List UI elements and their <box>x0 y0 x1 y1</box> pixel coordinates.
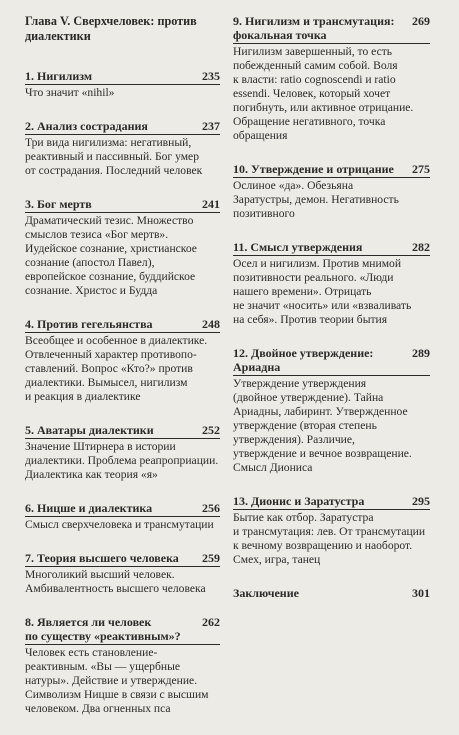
toc-entry-description: Многоликий высший человек. Амбивалентность высшего человека <box>25 568 206 595</box>
toc-entry-description: Драматический тезис. Множество смыслов тезиса «Бог мертв». Иудейское сознание, христианское сознание (апостол Павел), европейское сознание, буддийское сознание. Христос и Будда <box>25 214 197 297</box>
toc-entry-heading <box>25 551 220 567</box>
toc-entry-description: Три вида нигилизма: негативный, реактивный и пассивный. Бог умер от сострадания. Последний человек <box>25 136 203 177</box>
left-entry-list <box>25 69 220 716</box>
toc-entry-title: Заключение <box>233 586 299 600</box>
toc-entry-title: 5. Аватары диалектики <box>25 423 154 437</box>
toc-entry-page-number: 289 <box>412 346 430 360</box>
toc-entry-page-number: 269 <box>412 14 430 28</box>
toc-entry <box>233 162 430 221</box>
toc-entry-heading <box>233 162 430 178</box>
toc-entry-description: Человек есть становление- реактивным. «Вы — ущербные натуры». Действие и утверждение. Символизм Ницше в связи с высшим человеком. Два огненных пса <box>25 646 209 715</box>
toc-entry-page-number: 262 <box>202 615 220 629</box>
toc-entry-title: 6. Ницше и диалектика <box>25 501 153 515</box>
toc-entry-heading <box>25 69 220 85</box>
toc-entry-description: Значение Штирнера в истории диалектики. Проблема реапроприации. Диалектика как теория «я» <box>25 440 219 481</box>
toc-entry-page-number: 282 <box>412 240 430 254</box>
toc-entry-heading <box>25 423 220 439</box>
toc-entry-title: 13. Дионис и Заратустра <box>233 494 365 508</box>
toc-entry-title: 3. Бог мертв <box>25 197 92 211</box>
right-column <box>233 14 430 620</box>
toc-entry-heading <box>25 197 220 213</box>
toc-entry-heading <box>233 346 430 376</box>
toc-entry-page-number: 252 <box>202 423 220 437</box>
toc-entry <box>25 69 220 100</box>
toc-entry-heading <box>25 615 220 645</box>
toc-entry-page-number: 301 <box>412 586 430 600</box>
toc-entry-page-number: 248 <box>202 317 220 331</box>
toc-entry-description: Всеобщее и особенное в диалектике. Отвлеченный характер противопо- ставлений. Вопрос «Кто?» против диалектики. Вымысел, нигилизм и реакция в диалектике <box>25 334 208 403</box>
toc-entry-page-number: 256 <box>202 501 220 515</box>
toc-entry-page-number: 275 <box>412 162 430 176</box>
toc-entry-description: Бытие как отбор. Заратустра и трансмутация: лев. От трансмутации к вечному возвращению и наоборот. Смех, игра, танец <box>233 511 426 566</box>
toc-entry-heading <box>25 501 220 517</box>
toc-entry-description: Что значит «nihil» <box>25 86 115 99</box>
left-column <box>25 14 220 735</box>
toc-entry <box>25 317 220 404</box>
toc-entry <box>233 346 430 475</box>
toc-entry-description: Ослиное «да». Обезьяна Заратустры, демон. Негативность позитивного <box>233 179 399 220</box>
toc-entry-heading <box>233 14 430 44</box>
toc-entry-heading <box>25 317 220 333</box>
toc-entry <box>25 551 220 596</box>
toc-entry <box>233 14 430 143</box>
toc-entry <box>233 586 430 601</box>
toc-entry-heading <box>233 240 430 256</box>
toc-entry-title: 4. Против гегельянства <box>25 317 153 331</box>
toc-entry-heading <box>233 494 430 510</box>
toc-entry <box>25 501 220 532</box>
toc-entry-page-number: 259 <box>202 551 220 565</box>
toc-entry-page-number: 237 <box>202 119 220 133</box>
chapter-title: Глава V. Сверхчеловек: против диалектики <box>25 14 197 43</box>
toc-entry-heading <box>233 586 430 601</box>
toc-entry-title: 12. Двойное утверждение: Ариадна <box>233 346 374 374</box>
toc-entry <box>25 197 220 298</box>
toc-entry-title: 11. Смысл утверждения <box>233 240 363 254</box>
toc-entry-title: 8. Является ли человек по существу «реактивным»? <box>25 615 181 643</box>
toc-entry-title: 1. Нигилизм <box>25 69 93 83</box>
toc-entry-title: 2. Анализ сострадания <box>25 119 148 133</box>
toc-entry-title: 7. Теория высшего человека <box>25 551 179 565</box>
toc-entry <box>25 119 220 178</box>
toc-entry-title: 9. Нигилизм и трансмутация: фокальная точка <box>233 14 395 42</box>
toc-entry-description: Нигилизм завершенный, то есть побежденный самим собой. Воля к власти: ratio cognoscendi и ratio essendi. Человек, который хочет погибнуть, или активное отрицание. Обращение негативного, точка обращения <box>233 45 414 142</box>
toc-entry-title: 10. Утверждение и отрицание <box>233 162 394 176</box>
toc-entry-page-number: 235 <box>202 69 220 83</box>
toc-entry <box>233 494 430 567</box>
toc-entry <box>25 423 220 482</box>
toc-entry <box>25 615 220 716</box>
toc-entry <box>233 240 430 327</box>
toc-entry-description: Смысл сверхчеловека и трансмутации <box>25 518 214 531</box>
toc-entry-description: Утверждение утверждения (двойное утверждение). Тайна Ариадны, лабиринт. Утвержденное утверждение (вторая степень утверждения). Различие, утверждение и вечное возвращение. Смысл Диониса <box>233 377 412 474</box>
toc-entry-page-number: 241 <box>202 197 220 211</box>
right-entry-list <box>233 14 430 601</box>
toc-entry-heading <box>25 119 220 135</box>
toc-entry-page-number: 295 <box>412 494 430 508</box>
toc-entry-description: Осел и нигилизм. Против мнимой позитивности реального. «Люди нашего времени». Отрицать не значит «носить» или «взваливать на себя». Против теории бытия <box>233 257 412 326</box>
